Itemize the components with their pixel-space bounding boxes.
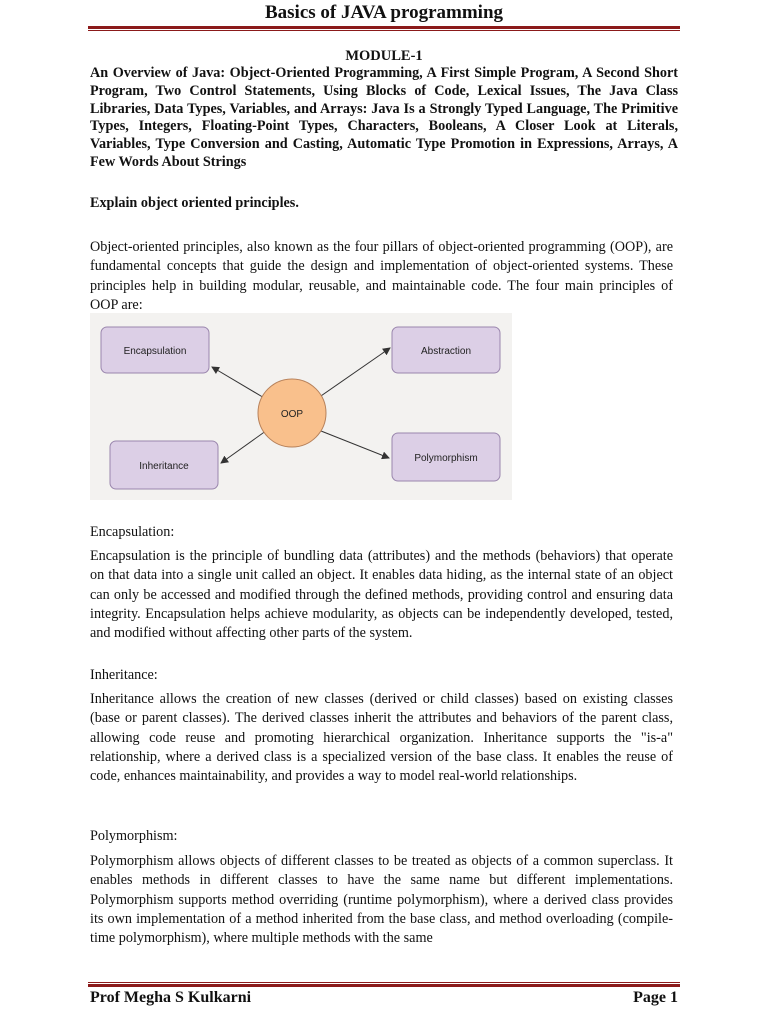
module-heading: MODULE-1 xyxy=(345,48,423,64)
footer-author: Prof Megha S Kulkarni xyxy=(90,989,252,1006)
module-overview: An Overview of Java: Object-Oriented Programming, A First Simple Program, A Second Short Program, Two Control Statements, Using Blocks of Code, Lexical Issues, The Java Class Libraries, Data Types, Variables, and Arrays: Java Is a Strongly Typed Language, The Primitive Types, Integers, Floating-Point Types, Characters, Booleans, A Closer Look at Literals, Variables, Type Conversion and Casting, Automatic Type Promotion in Expressions, Arrays, A Few Words About Strings xyxy=(90,65,678,170)
oop-label: OOP xyxy=(280,409,304,420)
polymorphism-paragraph: Polymorphism allows objects of different classes to be treated as objects of a common superclass. It enables methods in different classes to have the same name but different implementations. Polymorphism supports method overriding (runtime polymorphism), where a derived class provides its own implementation of a method inherited from the base class, and method overloading (compile-time polymorphism), where multiple methods with the same xyxy=(90,853,673,947)
arrow-to-polymorphism xyxy=(316,429,389,458)
intro-paragraph: Object-oriented principles, also known as the four pillars of object-oriented programming (OOP), are fundamental concepts that guide the design and implementation of object-oriented systems. These principles help in building modular, reusable, and maintainable code. The four main principles of OOP are: xyxy=(90,239,673,313)
footer-rule xyxy=(88,984,680,987)
page-number: Page 1 xyxy=(633,989,678,1006)
arrow-to-encapsulation xyxy=(212,367,266,399)
polymorphism-heading: Polymorphism: xyxy=(90,828,178,844)
encapsulation-label: Encapsulation xyxy=(123,346,187,357)
footer-rule-thin xyxy=(88,982,680,983)
encapsulation-heading: Encapsulation: xyxy=(90,524,175,540)
page-header-title: Basics of JAVA programming xyxy=(264,2,504,23)
header-rule-thin xyxy=(88,30,680,31)
header-rule xyxy=(88,26,680,29)
arrow-to-abstraction xyxy=(318,348,390,398)
polymorphism-label: Polymorphism xyxy=(414,453,478,464)
inheritance-heading: Inheritance: xyxy=(90,667,158,683)
encapsulation-paragraph: Encapsulation is the principle of bundling data (attributes) and the methods (behaviors) that operate on that data into a single unit called an object. It enables data hiding, as the internal state of an object can only be accessed and modified through the defined methods, providing control and ensuring data integrity. Encapsulation helps achieve modularity, as objects can be independently developed, tested, and modified without affecting other parts of the system. xyxy=(90,548,673,642)
oop-diagram xyxy=(90,313,512,500)
question-heading: Explain object oriented principles. xyxy=(90,195,299,211)
abstraction-label: Abstraction xyxy=(420,346,472,357)
oop-diagram-svg xyxy=(90,313,512,500)
arrow-to-inheritance xyxy=(221,428,270,463)
inheritance-paragraph: Inheritance allows the creation of new classes (derived or child classes) based on existing classes (base or parent classes). The derived classes inherit the attributes and behaviors of the parent class, allowing code reuse and promoting hierarchical organization. Inheritance supports the "is-a" relationship, where a derived class is a specialized version of the base class. It enables the reuse of code, enhances maintainability, and provides a way to model real-world relationships. xyxy=(90,691,673,785)
inheritance-label: Inheritance xyxy=(139,461,189,472)
